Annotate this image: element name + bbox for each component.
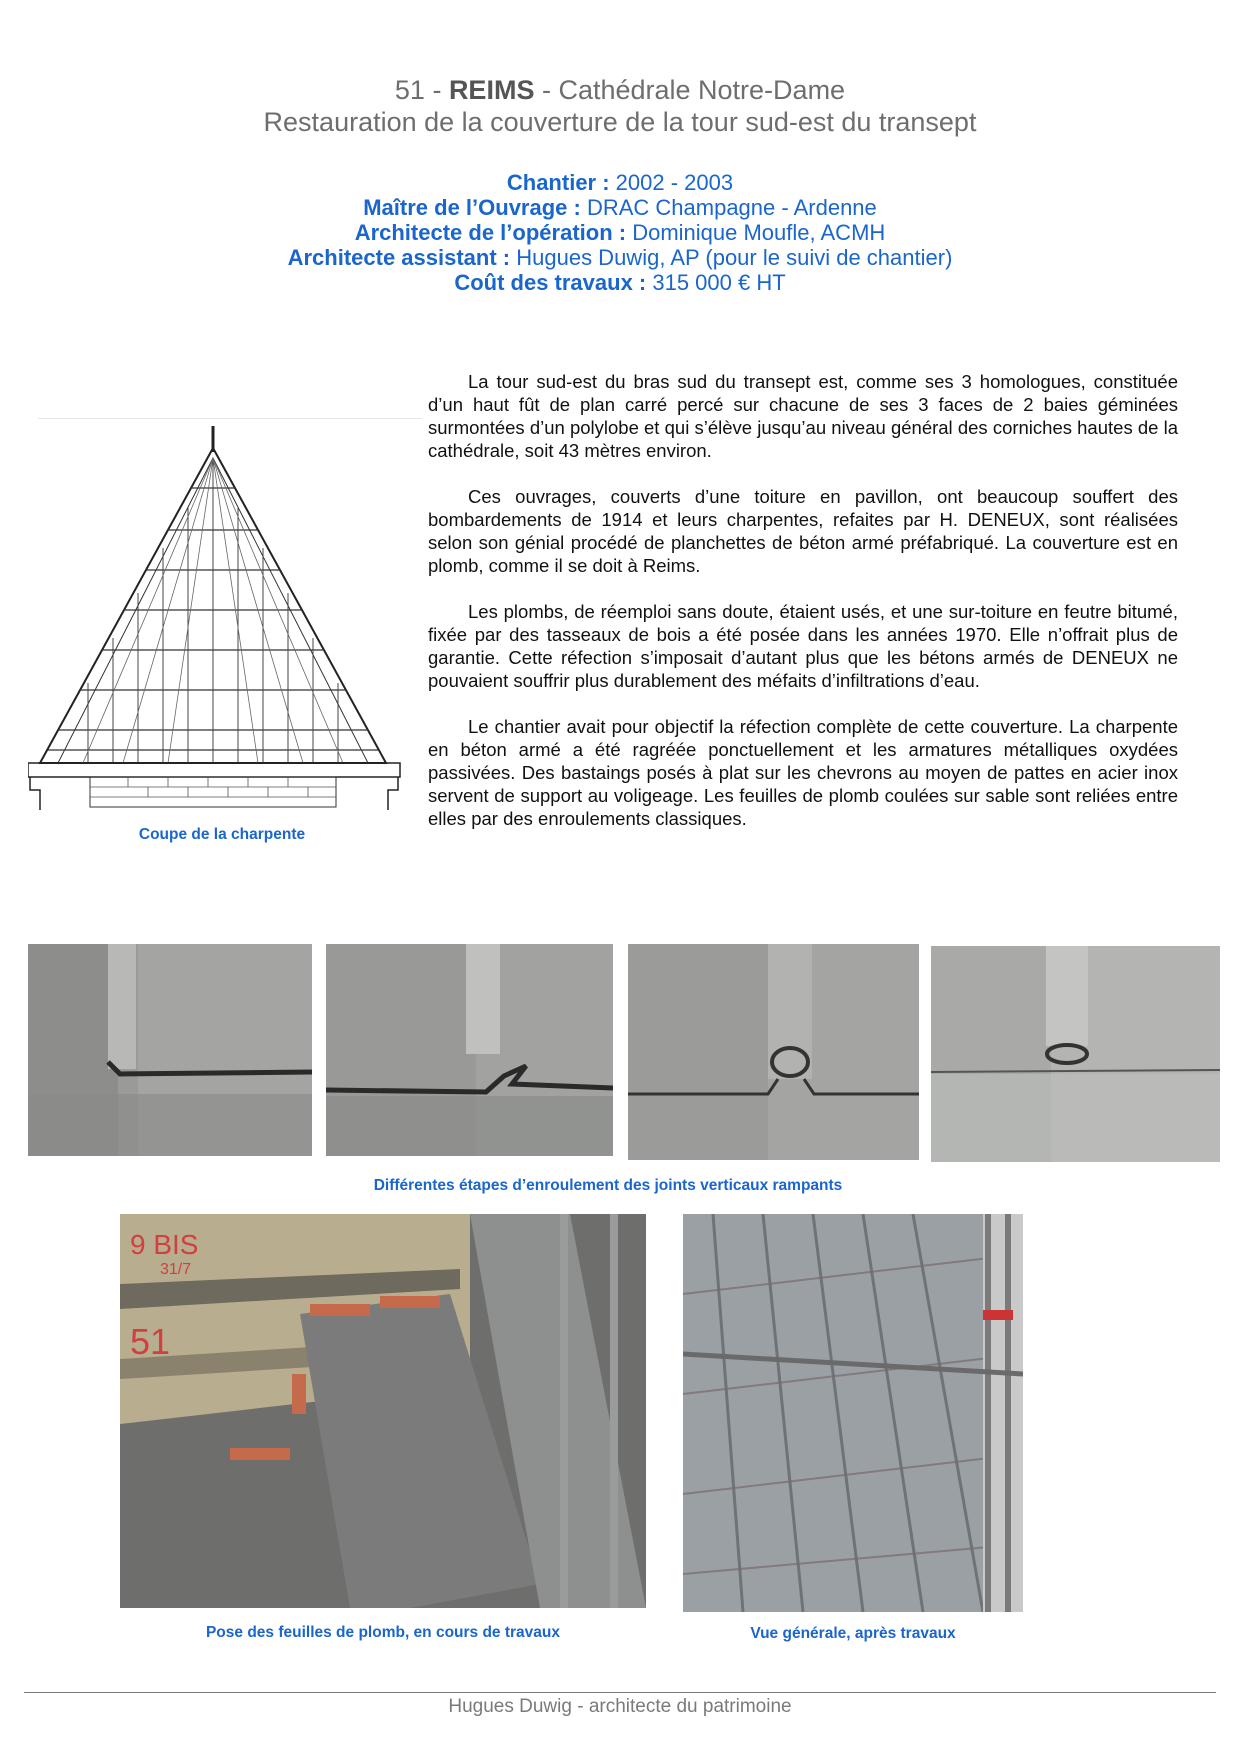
- info-line-architecte: Architecte de l’opération : Dominique Moufle, ACMH: [354, 220, 886, 245]
- info-line-assistant: Architecte assistant : Hugues Duwig, AP (pour le suivi de chantier): [287, 245, 953, 270]
- paragraph: La tour sud-est du bras sud du transept est, comme ses 3 homologues, constituée d’un haut fût de plan carré percé sur chacune de ses 3 faces de 2 baies géminées surmontées d’un polylobe et qui s’élève jusqu’au niveau général des corniches hautes de la cathédrale, soit 43 mètres environ.: [428, 371, 1178, 461]
- body-text: [428, 370, 1178, 853]
- caption-section: Coupe de la charpente: [138, 826, 306, 843]
- title-number: 51 -: [394, 75, 449, 105]
- paragraph: Les plombs, de réemploi sans doute, étaient usés, et une sur-toiture en feutre bitumé, fixée par des tasseaux de bois a été posée dans les années 1970. Elle n’offrait plus de garantie. Cette réfection s’imposait d’autant plus que les bétons armés de DENEUX ne pouvaient souffrir plus durablement des méfaits d’infiltrations d’eau.: [428, 601, 1178, 691]
- footer-credit: Hugues Duwig - architecte du patrimoine: [448, 1696, 792, 1717]
- project-info: [0, 170, 1240, 295]
- joint-photo-1: [28, 944, 312, 1156]
- info-line-chantier: Chantier : 2002 - 2003: [506, 170, 734, 195]
- paragraph: Ces ouvrages, couverts d’une toiture en pavillon, ont beaucoup souffert des bombardements de 1914 et leurs charpentes, refaites par H. DENEUX, sont réalisées selon son génial procédé de planchettes de béton armé préfabriqué. La couverture est en plomb, comme il se doit à Reims.: [428, 486, 1178, 576]
- footer-divider: [24, 1692, 1216, 1693]
- title-monument: - Cathédrale Notre-Dame: [534, 75, 846, 105]
- page-title: [0, 74, 1240, 106]
- caption-joints: Différentes étapes d’enroulement des joints verticaux rampants: [373, 1177, 843, 1194]
- joint-photo-4: [931, 946, 1220, 1162]
- caption-vue: Vue générale, après travaux: [750, 1625, 956, 1642]
- finished-roof-photo: [683, 1214, 1023, 1612]
- title-city: REIMS: [448, 75, 535, 105]
- drawing-mark-number: 51: [130, 1321, 171, 1362]
- lead-sheet-laying-photo: [120, 1214, 646, 1608]
- page-subtitle: Restauration de la couverture de la tour sud-est du transept: [263, 107, 977, 137]
- info-line-maitre: Maître de l’Ouvrage : DRAC Champagne - Ardenne: [363, 195, 877, 220]
- joint-photo-3: [628, 944, 919, 1160]
- joint-photo-2: [326, 944, 613, 1156]
- drawing-mark-date: 31/7: [160, 1261, 192, 1278]
- caption-pose: Pose des feuilles de plomb, en cours de travaux: [205, 1624, 561, 1641]
- roof-section-drawing: [28, 418, 422, 810]
- drawing-mark-bis: 9 BIS: [130, 1229, 199, 1260]
- paragraph: Le chantier avait pour objectif la réfection complète de cette couverture. La charpente en béton armé a été ragréée ponctuellement et les armatures métalliques oxydées passivées. Des bastaings posés à plat sur les chevrons au moyen de pattes en acier inox servent de support au voligeage. Les feuilles de plomb coulées sur sable sont reliées entre elles par des enroulements classiques.: [428, 716, 1178, 829]
- info-line-cout: Coût des travaux : 315 000 € HT: [454, 270, 786, 295]
